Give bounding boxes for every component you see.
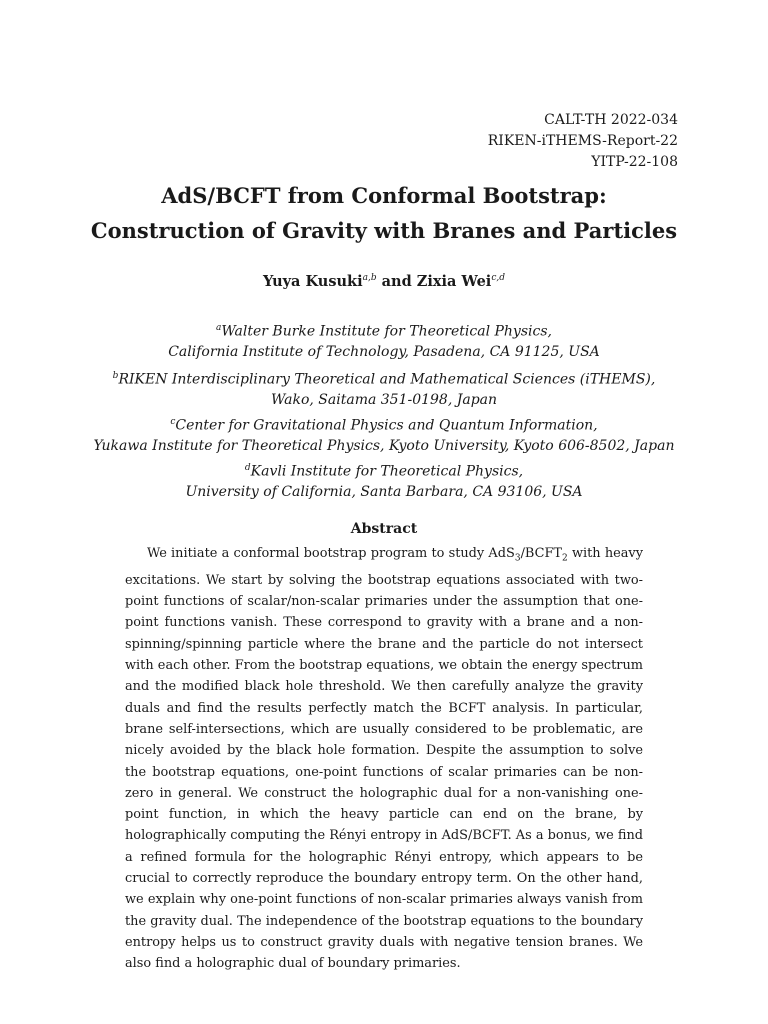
abstract-part-2: /BCFT [520,546,563,561]
author-kusuki: Yuya Kusuki [263,273,363,290]
author-kusuki-affil-mark: a,b [362,273,377,284]
affiliation-c-mark: c [170,417,176,427]
affiliation-d-mark: d [244,463,251,473]
report-numbers [488,110,678,173]
abstract-text [125,543,643,975]
abstract-heading: Abstract [350,521,418,537]
affiliation-d [0,458,768,502]
report-id-calt: CALT-TH 2022-034 [544,112,678,128]
abstract-sub-1: 3 [514,553,521,564]
abstract-part-1: We initiate a conformal bootstrap program to study AdS [147,546,515,561]
title-line-1: AdS/BCFT from Conformal Bootstrap: [161,183,607,208]
affiliation-a-mark: a [216,323,222,333]
affiliation-b-mark: b [112,371,119,381]
affiliation-b-line-1: RIKEN Interdisciplinary Theoretical and Mathematical Sciences (iTHEMS), [118,371,656,388]
paper-title [0,178,768,248]
affiliation-d-line-2: University of California, Santa Barbara, CA 93106, USA [185,483,583,500]
title-line-2: Construction of Gravity with Branes and Particles [90,218,678,243]
affiliation-c [0,412,768,456]
author-conjunction: and [376,273,417,290]
affiliation-d-line-1: Kavli Institute for Theoretical Physics, [250,463,524,480]
affiliation-c-line-1: Center for Gravitational Physics and Quantum Information, [175,417,598,434]
abstract-sub-2: 2 [562,553,568,564]
affiliation-b [0,366,768,410]
affiliation-c-line-2: Yukawa Institute for Theoretical Physics, Kyoto University, Kyoto 606-8502, Japan [93,437,675,454]
report-id-yitp: YITP-22-108 [591,154,678,170]
abstract-part-3: with heavy excitations. We start by solving the bootstrap equations associated with two-point functions of scalar/non-scalar primaries under the assumption that one-point functions vanish. These correspond to gravity with a brane and a non-spinning/spinning particle where the brane and the particle do not intersect with each other. From the bootstrap equations, we obtain the energy spectrum and the modified black hole threshold. We then carefully analyze the gravity duals and find the results perfectly match the BCFT analysis. In particular, brane self-intersections, which are usually considered to be problematic, are nicely avoided by the black hole formation. Despite the assumption to solve the bootstrap equations, one-point functions of scalar primaries can be non-zero in general. We construct the holographic dual for a non-vanishing one-point function, in which the heavy particle can end on the brane, by holographically computing the Rényi entropy in AdS/BCFT. As a bonus, we find a refined formula for the holographic Rényi entropy, which appears to be crucial to correctly reproduce the boundary entropy term. On the other hand, we explain why one-point functions of non-scalar primaries always vanish from the gravity dual. The independence of the bootstrap equations to the boundary entropy helps us to construct gravity duals with negative tension branes. We also find a holographic dual of boundary primaries. [125,546,643,972]
author-wei: Zixia Wei [416,273,492,290]
affiliation-a-line-2: California Institute of Technology, Pasadena, CA 91125, USA [168,343,600,360]
author-list [0,273,768,290]
affiliation-b-line-2: Wako, Saitama 351-0198, Japan [270,391,498,408]
report-id-riken: RIKEN-iTHEMS-Report-22 [487,133,678,149]
affiliation-a [0,318,768,362]
affiliation-a-line-1: Walter Burke Institute for Theoretical Physics, [221,323,552,340]
author-wei-affil-mark: c,d [491,273,505,284]
